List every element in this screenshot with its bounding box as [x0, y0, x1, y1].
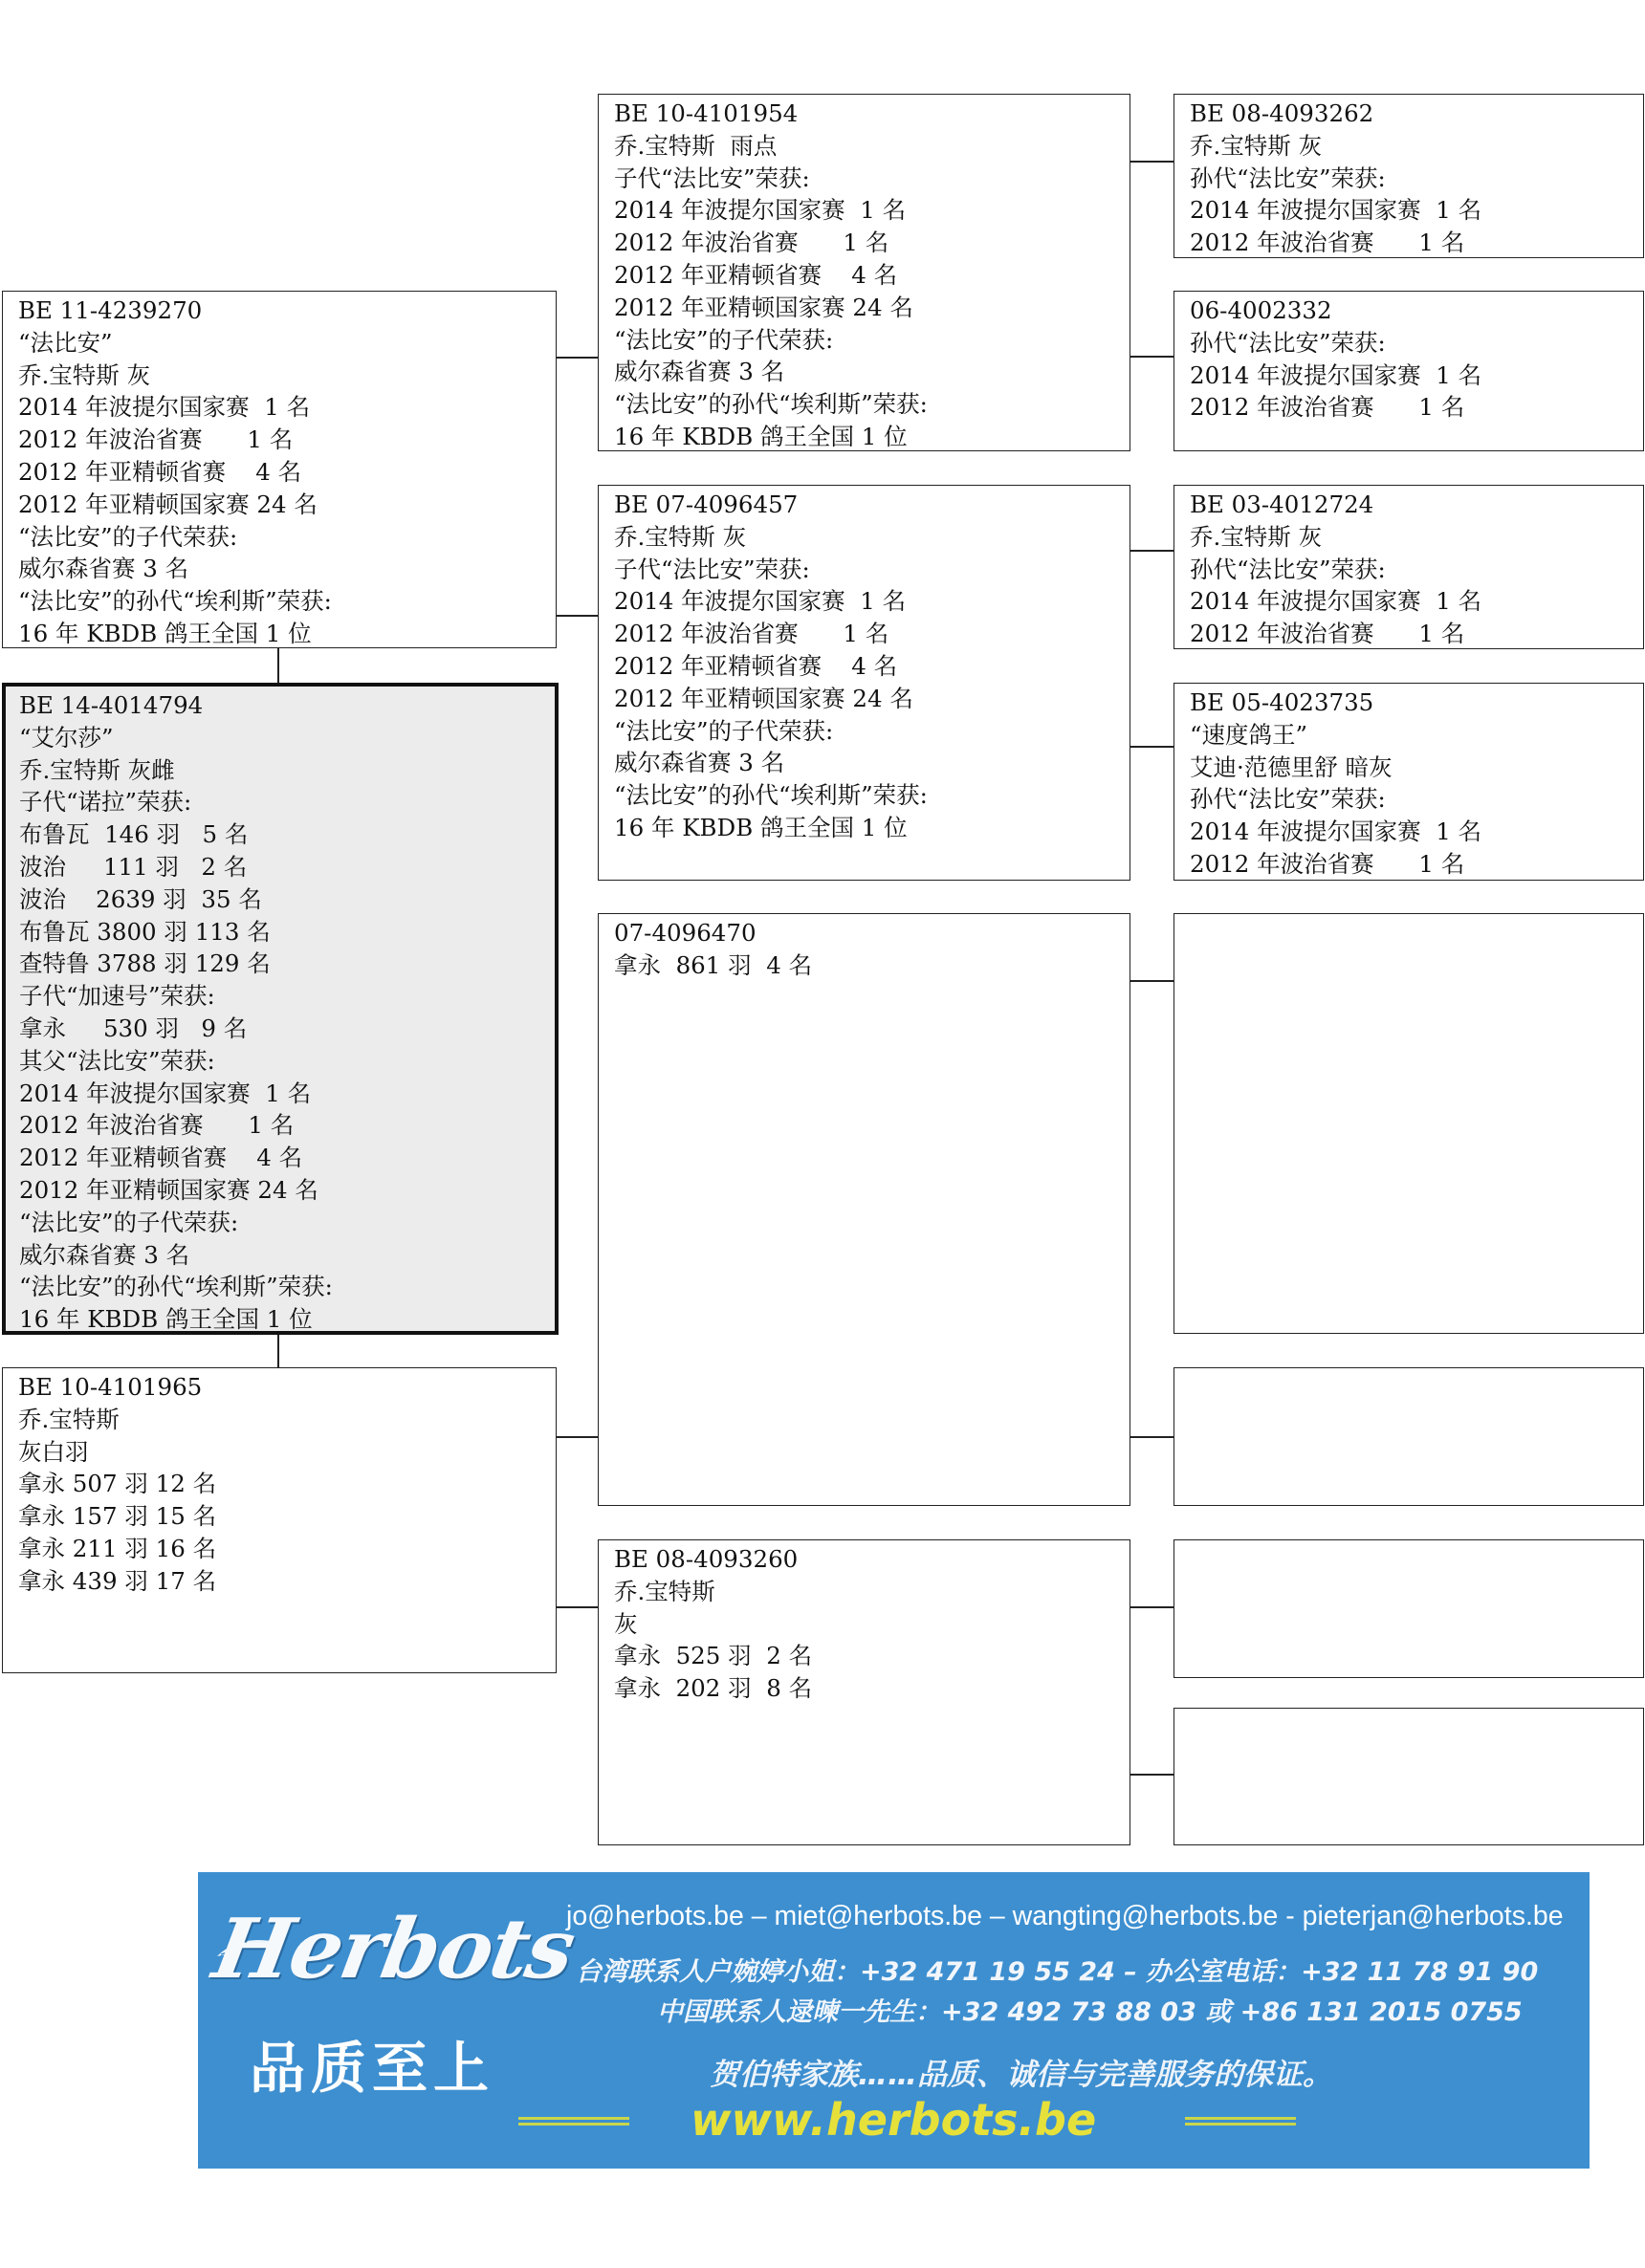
pedigree-line: 子代“诺拉”荣获: — [19, 788, 192, 817]
pedigree-line: 乔.宝特斯 灰雌 — [19, 755, 175, 784]
slogan: 品质至上 — [250, 2036, 495, 2101]
connector-gen2-ggp7 — [1130, 1606, 1173, 1608]
connector-sire-subject — [277, 648, 279, 683]
pedigree-ggp-4 — [1173, 683, 1644, 881]
pedigree-line: 灰 — [614, 1609, 638, 1638]
pedigree-line: “速度鸽王” — [1190, 720, 1308, 749]
pedigree-line: 子代“加速号”荣获: — [19, 982, 215, 1011]
herbots-banner — [198, 1872, 1590, 2169]
pedigree-line: 孙代“法比安”荣获: — [1190, 785, 1386, 814]
pedigree-line: 2014 年波提尔国家赛 1 名 — [614, 196, 907, 225]
pedigree-line: 2014 年波提尔国家赛 1 名 — [19, 1079, 312, 1107]
pedigree-line: 拿永 211 羽 16 名 — [18, 1534, 217, 1562]
pedigree-line: 乔.宝特斯 — [614, 1577, 715, 1605]
pedigree-line: 布鲁瓦 3800 羽 113 名 — [19, 917, 271, 946]
pedigree-line: “法比安”的孙代“埃利斯”荣获: — [614, 781, 928, 810]
pedigree-line: “法比安”的孙代“埃利斯”荣获: — [18, 587, 332, 616]
pedigree-line: 拿永 157 羽 15 名 — [18, 1502, 217, 1531]
connector-subject-dam — [277, 1335, 279, 1367]
pedigree-line: 2012 年波治省赛 1 名 — [1190, 849, 1465, 878]
pedigree-line: 孙代“法比安”荣获: — [1190, 555, 1386, 583]
china-contact: 中国联系人逯暕一先生：+32 492 73 88 03 或 +86 131 2015 0755 — [657, 1997, 1523, 2027]
pedigree-line: 拿永 439 羽 17 名 — [18, 1566, 217, 1595]
pedigree-dam-dam — [598, 1539, 1130, 1845]
pedigree-line: “法比安”的孙代“埃利斯”荣获: — [19, 1273, 333, 1301]
pedigree-line: BE 14-4014794 — [19, 691, 204, 719]
pedigree-line: 查特鲁 3788 羽 129 名 — [19, 949, 271, 978]
pedigree-line: 威尔森省赛 3 名 — [614, 749, 785, 777]
pedigree-line: 2014 年波提尔国家赛 1 名 — [1190, 196, 1482, 225]
connector-sire-to-gen2 — [557, 357, 598, 359]
pedigree-line: 孙代“法比安”荣获: — [1190, 164, 1386, 192]
pedigree-line: 2012 年亚精顿省赛 4 名 — [614, 651, 898, 680]
pedigree-line: BE 10-4101954 — [614, 99, 799, 127]
pedigree-line: 波治 2639 羽 35 名 — [19, 884, 262, 913]
pedigree-line: 2012 年亚精顿国家赛 24 名 — [614, 293, 913, 321]
pedigree-line: 2012 年波治省赛 1 名 — [614, 229, 889, 257]
pedigree-line: 16 年 KBDB 鸽王全国 1 位 — [19, 1305, 313, 1334]
pedigree-line: 乔.宝特斯 — [18, 1405, 120, 1433]
connector-dam-to-gen2b — [557, 1606, 598, 1608]
pedigree-line: 2014 年波提尔国家赛 1 名 — [18, 393, 311, 422]
pedigree-line: 07-4096470 — [614, 919, 757, 947]
pedigree-line: 2012 年波治省赛 1 名 — [18, 425, 294, 454]
pedigree-dam — [2, 1367, 557, 1673]
pedigree-line: 孙代“法比安”荣获: — [1190, 328, 1386, 357]
pedigree-ggp-6 — [1173, 1367, 1644, 1506]
pedigree-line: 其父“法比安”荣获: — [19, 1046, 215, 1075]
pedigree-line: 16 年 KBDB 鸽王全国 1 位 — [18, 619, 312, 647]
pedigree-line: 2012 年波治省赛 1 名 — [614, 620, 889, 648]
pedigree-line: 威尔森省赛 3 名 — [19, 1240, 190, 1269]
pedigree-sire — [2, 291, 557, 648]
pedigree-ggp-1 — [1173, 94, 1644, 258]
connector-gen2-ggp2 — [1130, 356, 1173, 358]
pedigree-ggp-5 — [1173, 913, 1644, 1334]
connector-gen2-ggp3 — [1130, 550, 1173, 552]
pedigree-line: 2014 年波提尔国家赛 1 名 — [1190, 360, 1482, 389]
tagline: 贺伯特家族……品质、诚信与完善服务的保证。 — [710, 2058, 1332, 2092]
pedigree-line: “法比安”的子代荣获: — [19, 1208, 239, 1236]
pedigree-line: 艾迪·范德里舒 暗灰 — [1190, 752, 1393, 781]
pedigree-ggp-8 — [1173, 1708, 1644, 1845]
pedigree-line: 子代“法比安”荣获: — [614, 164, 810, 192]
pedigree-line: 乔.宝特斯 雨点 — [614, 131, 778, 160]
pedigree-dam-sire — [598, 913, 1130, 1506]
url-decoration-right — [1185, 2117, 1296, 2126]
pedigree-line: 2012 年亚精顿省赛 4 名 — [18, 457, 302, 486]
pedigree-line: 波治 111 羽 2 名 — [19, 852, 248, 881]
pedigree-line: 2012 年亚精顿省赛 4 名 — [614, 260, 898, 289]
connector-dam-to-gen2 — [557, 1436, 598, 1438]
pedigree-line: 乔.宝特斯 灰 — [1190, 131, 1323, 160]
pedigree-line: 乔.宝特斯 灰 — [18, 360, 151, 389]
pedigree-line: BE 08-4093260 — [614, 1545, 799, 1573]
pedigree-line: 2012 年波治省赛 1 名 — [1190, 393, 1465, 422]
connector-gen2-ggp1 — [1130, 161, 1173, 163]
pedigree-subject — [2, 683, 559, 1335]
pedigree-ggp-3 — [1173, 485, 1644, 649]
pedigree-line: “法比安” — [18, 328, 113, 357]
pedigree-line: 威尔森省赛 3 名 — [18, 555, 189, 583]
pedigree-line: BE 11-4239270 — [18, 296, 203, 324]
pedigree-line: BE 08-4093262 — [1190, 99, 1374, 127]
pedigree-line: BE 03-4012724 — [1190, 491, 1374, 518]
pedigree-ggp-2 — [1173, 291, 1644, 451]
pedigree-line: 拿永 507 羽 12 名 — [18, 1470, 217, 1498]
pedigree-line: 子代“法比安”荣获: — [614, 555, 810, 583]
pedigree-line: 拿永 525 羽 2 名 — [614, 1642, 813, 1670]
connector-gen2-ggp8 — [1130, 1774, 1173, 1776]
pedigree-line: 16 年 KBDB 鸽王全国 1 位 — [614, 813, 908, 841]
pedigree-line: 拿永 861 羽 4 名 — [614, 950, 813, 979]
pedigree-line: 乔.宝特斯 灰 — [614, 522, 747, 551]
connector-sire-to-gen2b — [557, 615, 598, 617]
herbots-logo: Herbots — [207, 1901, 581, 1997]
pedigree-line: BE 05-4023735 — [1190, 688, 1374, 716]
pedigree-sire-sire — [598, 94, 1130, 451]
pedigree-line: 2012 年亚精顿国家赛 24 名 — [19, 1175, 318, 1204]
taiwan-contact: 台湾联系人户婉婷小姐：+32 471 19 55 24 – 办公室电话：+32 11 78 91 90 — [576, 1957, 1539, 1987]
pedigree-line: 2012 年亚精顿国家赛 24 名 — [614, 684, 913, 712]
pedigree-sire-dam — [598, 485, 1130, 881]
pedigree-line: 2014 年波提尔国家赛 1 名 — [1190, 818, 1482, 846]
pedigree-line: 06-4002332 — [1190, 296, 1332, 324]
pedigree-line: “法比安”的子代荣获: — [614, 325, 834, 354]
pedigree-line: 2012 年亚精顿国家赛 24 名 — [18, 490, 318, 518]
connector-gen2-ggp6 — [1130, 1436, 1173, 1438]
website-url[interactable]: www.herbots.be — [691, 2094, 1097, 2146]
pedigree-line: 2014 年波提尔国家赛 1 名 — [614, 587, 907, 616]
connector-gen2-ggp5 — [1130, 980, 1173, 982]
pedigree-line: 2014 年波提尔国家赛 1 名 — [1190, 587, 1482, 616]
pedigree-line: 拿永 530 羽 9 名 — [19, 1014, 248, 1042]
pedigree-line: 2012 年波治省赛 1 名 — [19, 1111, 295, 1140]
pedigree-line: “艾尔莎” — [19, 723, 114, 752]
pedigree-ggp-7 — [1173, 1539, 1644, 1678]
pedigree-line: BE 07-4096457 — [614, 491, 799, 518]
pedigree-line: “法比安”的孙代“埃利斯”荣获: — [614, 390, 928, 419]
pedigree-line: 2012 年亚精顿省赛 4 名 — [19, 1144, 303, 1172]
pedigree-line: 16 年 KBDB 鸽王全国 1 位 — [614, 422, 908, 450]
pedigree-line: BE 10-4101965 — [18, 1373, 203, 1401]
pedigree-line: 2012 年波治省赛 1 名 — [1190, 620, 1465, 648]
pedigree-line: 灰白羽 — [18, 1437, 89, 1466]
pedigree-line: 2012 年波治省赛 1 名 — [1190, 229, 1465, 257]
pedigree-line: 乔.宝特斯 灰 — [1190, 522, 1323, 551]
pedigree-line: 拿永 202 羽 8 名 — [614, 1674, 813, 1703]
pedigree-line: 威尔森省赛 3 名 — [614, 358, 785, 386]
email-contacts[interactable]: jo@herbots.be – miet@herbots.be – wangting@herbots.be - pieterjan@herbots.be — [566, 1901, 1564, 1931]
connector-gen2-ggp4 — [1130, 746, 1173, 748]
pedigree-line: 布鲁瓦 146 羽 5 名 — [19, 820, 249, 849]
pedigree-line: “法比安”的子代荣获: — [18, 522, 238, 551]
url-decoration-left — [518, 2117, 629, 2126]
pedigree-line: “法比安”的子代荣获: — [614, 716, 834, 745]
